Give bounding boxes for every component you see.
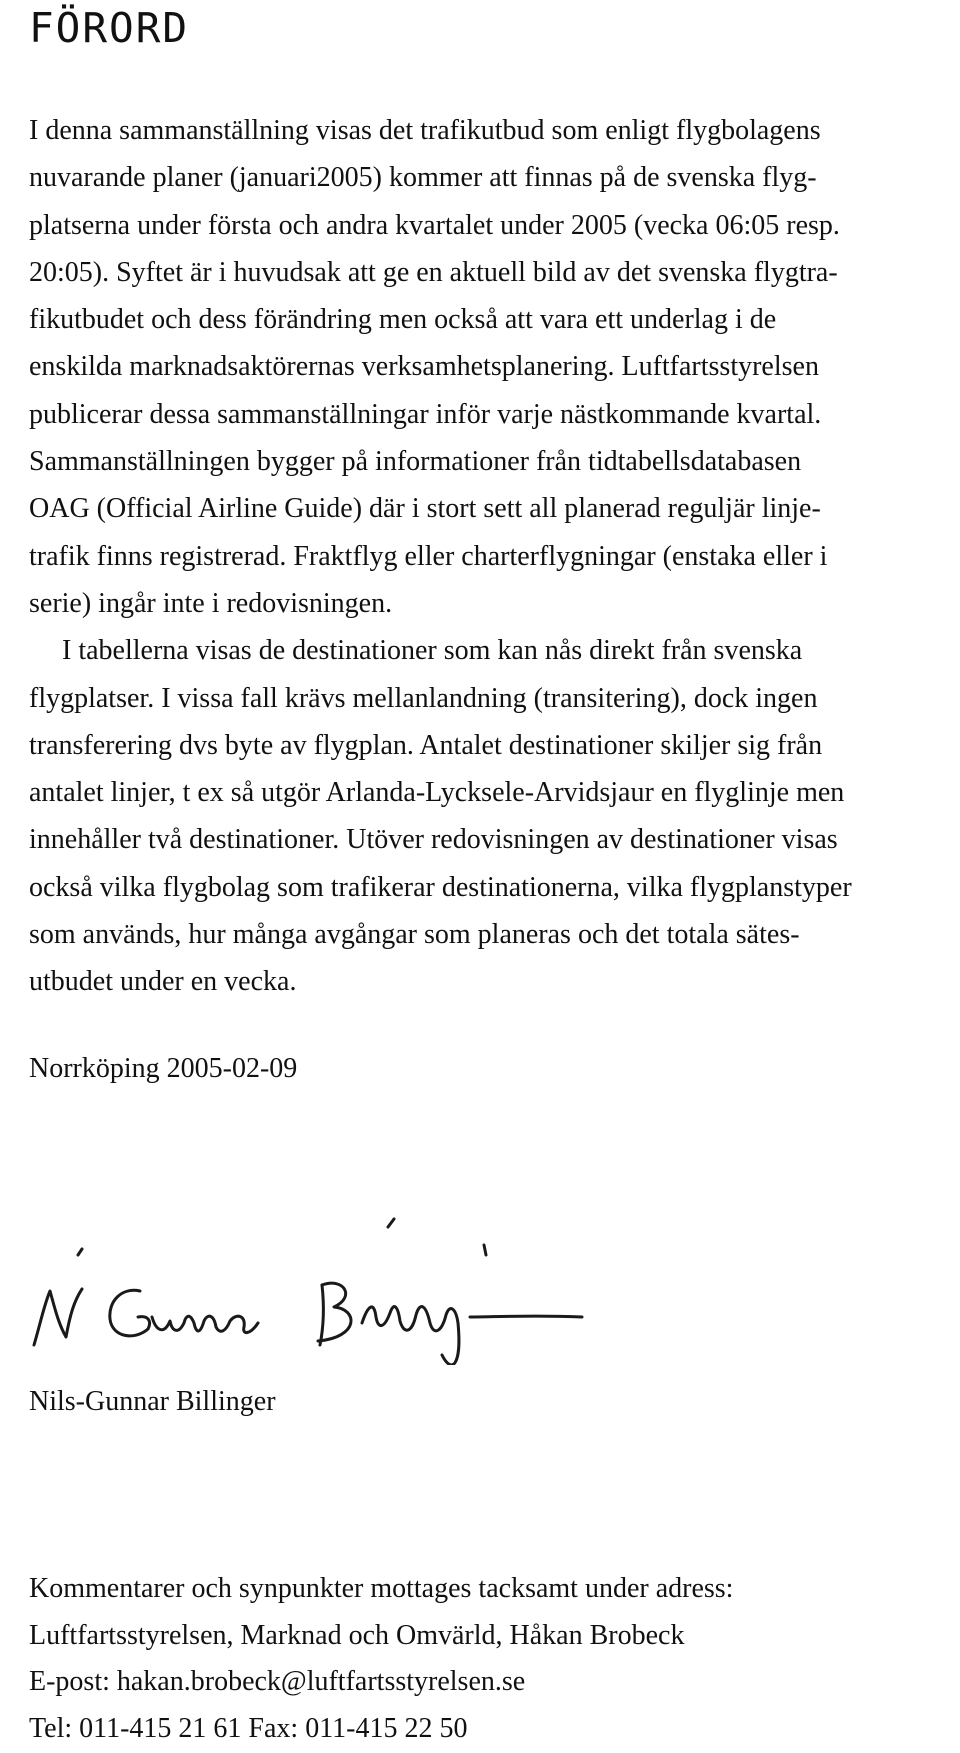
body-line: Sammanställningen bygger på informationer från tidtabellsdatabasen — [29, 446, 802, 478]
body-line: publicerar dessa sammanställningar inför varje nästkommande kvartal. — [29, 398, 822, 430]
body-line: flygplatser. I vissa fall krävs mellanlandning (transitering), dock ingen — [29, 682, 818, 714]
body-line: serie) ingår inte i redovisningen. — [29, 587, 393, 619]
body-line: OAG (Official Airline Guide) där i stort sett all planerad reguljär linje- — [29, 493, 821, 525]
body-line: nuvarande planer (januari2005) kommer att finnas på de svenska flyg- — [29, 162, 817, 194]
body-line: också vilka flygbolag som trafikerar destinationerna, vilka flygplanstyper — [29, 871, 852, 903]
body-line: platserna under första och andra kvartalet under 2005 (vecka 06:05 resp. — [29, 209, 840, 241]
body-line: utbudet under en vecka. — [29, 966, 297, 998]
contact-phone: Tel: 011-415 21 61 Fax: 011-415 22 50 — [29, 1713, 468, 1745]
signer-name: Nils-Gunnar Billinger — [29, 1386, 276, 1417]
body-line: antalet linjer, t ex så utgör Arlanda-Lycksele-Arvidsjaur en flyglinje men — [29, 777, 845, 809]
handwritten-signature-icon — [22, 1205, 622, 1365]
body-line: I tabellerna visas de destinationer som kan nås direkt från svenska — [62, 635, 803, 667]
contact-block — [29, 1566, 733, 1753]
body-line: transferering dvs byte av flygplan. Antalet destinationer skiljer sig från — [29, 729, 823, 761]
page-title: FÖRORD — [29, 4, 190, 52]
body-line: innehåller två destinationer. Utöver redovisningen av destinationer visas — [29, 824, 838, 856]
body-line: trafik finns registrerad. Fraktflyg eller charterflygningar (enstaka eller i — [29, 540, 828, 572]
contact-address: Luftfartsstyrelsen, Marknad och Omvärld, Håkan Brobeck — [29, 1619, 685, 1651]
contact-intro: Kommentarer och synpunkter mottages tacksamt under adress: — [29, 1573, 734, 1604]
foreword-body — [29, 107, 960, 1006]
contact-email: E-post: hakan.brobeck@luftfartsstyrelsen.se — [29, 1666, 526, 1698]
body-line: 20:05). Syftet är i huvudsak att ge en aktuell bild av det svenska flygtra- — [29, 256, 838, 288]
place-and-date: Norrköping 2005-02-09 — [29, 1053, 298, 1084]
body-line: enskilda marknadsaktörernas verksamhetsplanering. Luftfartsstyrelsen — [29, 351, 819, 383]
body-line: I denna sammanställning visas det trafikutbud som enligt flygbolagens — [29, 115, 821, 146]
body-line: fikutbudet och dess förändring men också att vara ett underlag i de — [29, 304, 777, 336]
body-line: som används, hur många avgångar som planeras och det totala sätes- — [29, 919, 800, 951]
